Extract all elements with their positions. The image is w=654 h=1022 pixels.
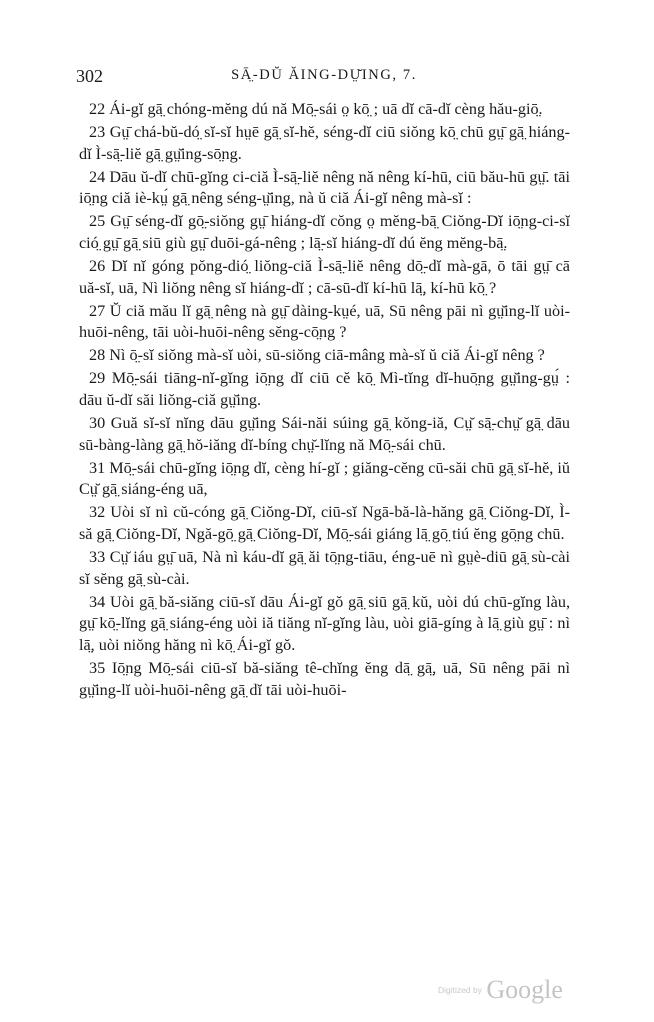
page-number: 302 bbox=[76, 66, 103, 86]
verse-26: 26 Dĭ nĭ góng pŏng-dió̤ liŏng-ciă Ì-sā̤-liĕ nêng dō̤-dĭ mà-gā, ō tāi gṳ̄ cā uă-sĭ, uā, Nì liŏng nêng sĭ hiáng-dĭ ; cā-sū-dĭ kí-hū lā̤, kí-hū kō̤ ? bbox=[79, 256, 570, 297]
verse-25: 25 Gṳ̄ séng-dĭ gō̤-siŏng gṳ̄ hiáng-dĭ cŏng o̤ mĕng-bā̤ Ciŏng-Dĭ iō̤ng-ci-sĭ ció̤ gṳ̄ gā̤ siū giù gṳ̄ duōi-gá-nêng ; lā̤-sĭ hiáng-dĭ dú ĕng mĕng-bā̤. bbox=[79, 212, 570, 253]
verse-31: 31 Mō̤-sái chū-gĭng iō̤ng dĭ, cèng hí-gĭ ; giăng-cĕng cū-săi chū gā̤ sĭ-hĕ, iŭ Cṳ̆ gā̤ siáng-éng uā, bbox=[79, 458, 570, 499]
verse-22: 22 Ái-gĭ gā̤ chóng-mĕng dú nă Mō̤-sái o̤ kō̤ ; uā dĭ cā-dĭ cèng hău-giō̤. bbox=[89, 100, 543, 118]
verse-27: 27 Ŭ ciă mău lĭ gā̤ nêng nà gṳ̄ dàing-kṳé, uā, Sū nêng pāi nì gṳ̆ing-lĭ uòi-huōi-nêng, tāi uòi-huōi-nêng sĕng-cō̤ng ? bbox=[79, 301, 570, 342]
verse-23: 23 Gṳ̄ chá-bŭ-dó̤ sĭ-sĭ hṳē gā̤ sĭ-hĕ, séng-dĭ ciū siŏng kō̤ chū gṳ̄ gā̤ hiáng-dĭ Ì-sā̤-liĕ gā̤ gṳ̆ing-sō̤ng. bbox=[79, 122, 570, 163]
verse-24: 24 Dāu ŭ-dĭ chū-gĭng ci-ciă Ì-sā̤-liĕ nêng nă nêng kí-hū, ciū bău-hū gṳ̄. tāi iō̤ng ciă iè-kṳ́ gā̤ nêng séng-ṳ̆ing, nà ŭ ciă Ái-gĭ nêng mà-sĭ : bbox=[79, 167, 570, 208]
page-header bbox=[76, 66, 572, 90]
verse-33: 33 Cṳ̆ iáu gṳ̄ uā, Nà nì káu-dĭ gā̤ ăi tō̤ng-tiāu, éng-uē nì gṳè-diū gā̤ sù-cài sĭ sĕng gā̤ sù-cài. bbox=[79, 547, 570, 588]
verse-35: 35 Iō̤ng Mō̤-sái ciū-sĭ bă-siăng tê-chĭng ĕng dā̤ gā̤, uā, Sū nêng pāi nì gṳ̆ing-lĭ uòi-huōi-nêng gā̤ dĭ tāi uòi-huōi- bbox=[79, 659, 570, 699]
digitized-by-google-watermark bbox=[438, 975, 563, 1005]
google-logo: Google bbox=[486, 975, 563, 1004]
verse-34: 34 Uòi gā̤ bă-siăng ciū-sĭ dāu Ái-gĭ gŏ gā̤ siū gā̤ kŭ, uòi dú chū-gĭng làu, gṳ̄ kō̤-lĭng gā̤ siáng-éng uòi iă tiăng nĭ-gĭng làu, uòi giā-gíng à lā̤ giù gṳ̄ : nì lā̤, uòi niŏng hăng nì kō̤ Ái-gĭ gŏ. bbox=[79, 592, 570, 655]
verse-28: 28 Nì ō̤-sĭ siŏng mà-sĭ uòi, sū-siŏng ciā-mâng mà-sĭ ŭ ciă Ái-gĭ nêng ? bbox=[89, 346, 545, 365]
running-head: SĀ̤-DŬ ĂING-DṲ̆ING, 7. bbox=[231, 67, 417, 83]
verse-text-body bbox=[79, 99, 570, 703]
verse-29: 29 Mō̤-sái tiāng-nĭ-gĭng iō̤ng dĭ ciū cĕ kō̤ Mì-tĭng dĭ-huō̤ng gṳ̆ing-gṳ́ : dāu ŭ-dĭ săi liŏng-ciă gṳ̆ing. bbox=[79, 369, 570, 410]
verse-30: 30 Guă sĭ-sĭ nĭng dāu gṳ̆ing Sái-năi súing gā̤ kŏng-iă, Cṳ̆ sā̤-chṳ̆ gā̤ dāu sū-bàng-làng gā̤ hŏ-iăng dĭ-bíng chṳ̆-lĭng nă Mō̤-sái chū. bbox=[79, 413, 570, 454]
digitized-by-label: Digitized by bbox=[438, 985, 482, 995]
verse-32: 32 Uòi sĭ nì cŭ-cóng gā̤ Ciŏng-Dĭ, ciū-sĭ Ngā-bă-là-hăng gā̤ Ciŏng-Dĭ, Ì-să gā̤ Ciŏng-Dĭ, Ngă-gō̤ gā̤ Ciŏng-Dĭ, Mō̤-sái giáng lā̤ gō̤ tiú ĕng gō̤ng chū. bbox=[79, 503, 570, 544]
